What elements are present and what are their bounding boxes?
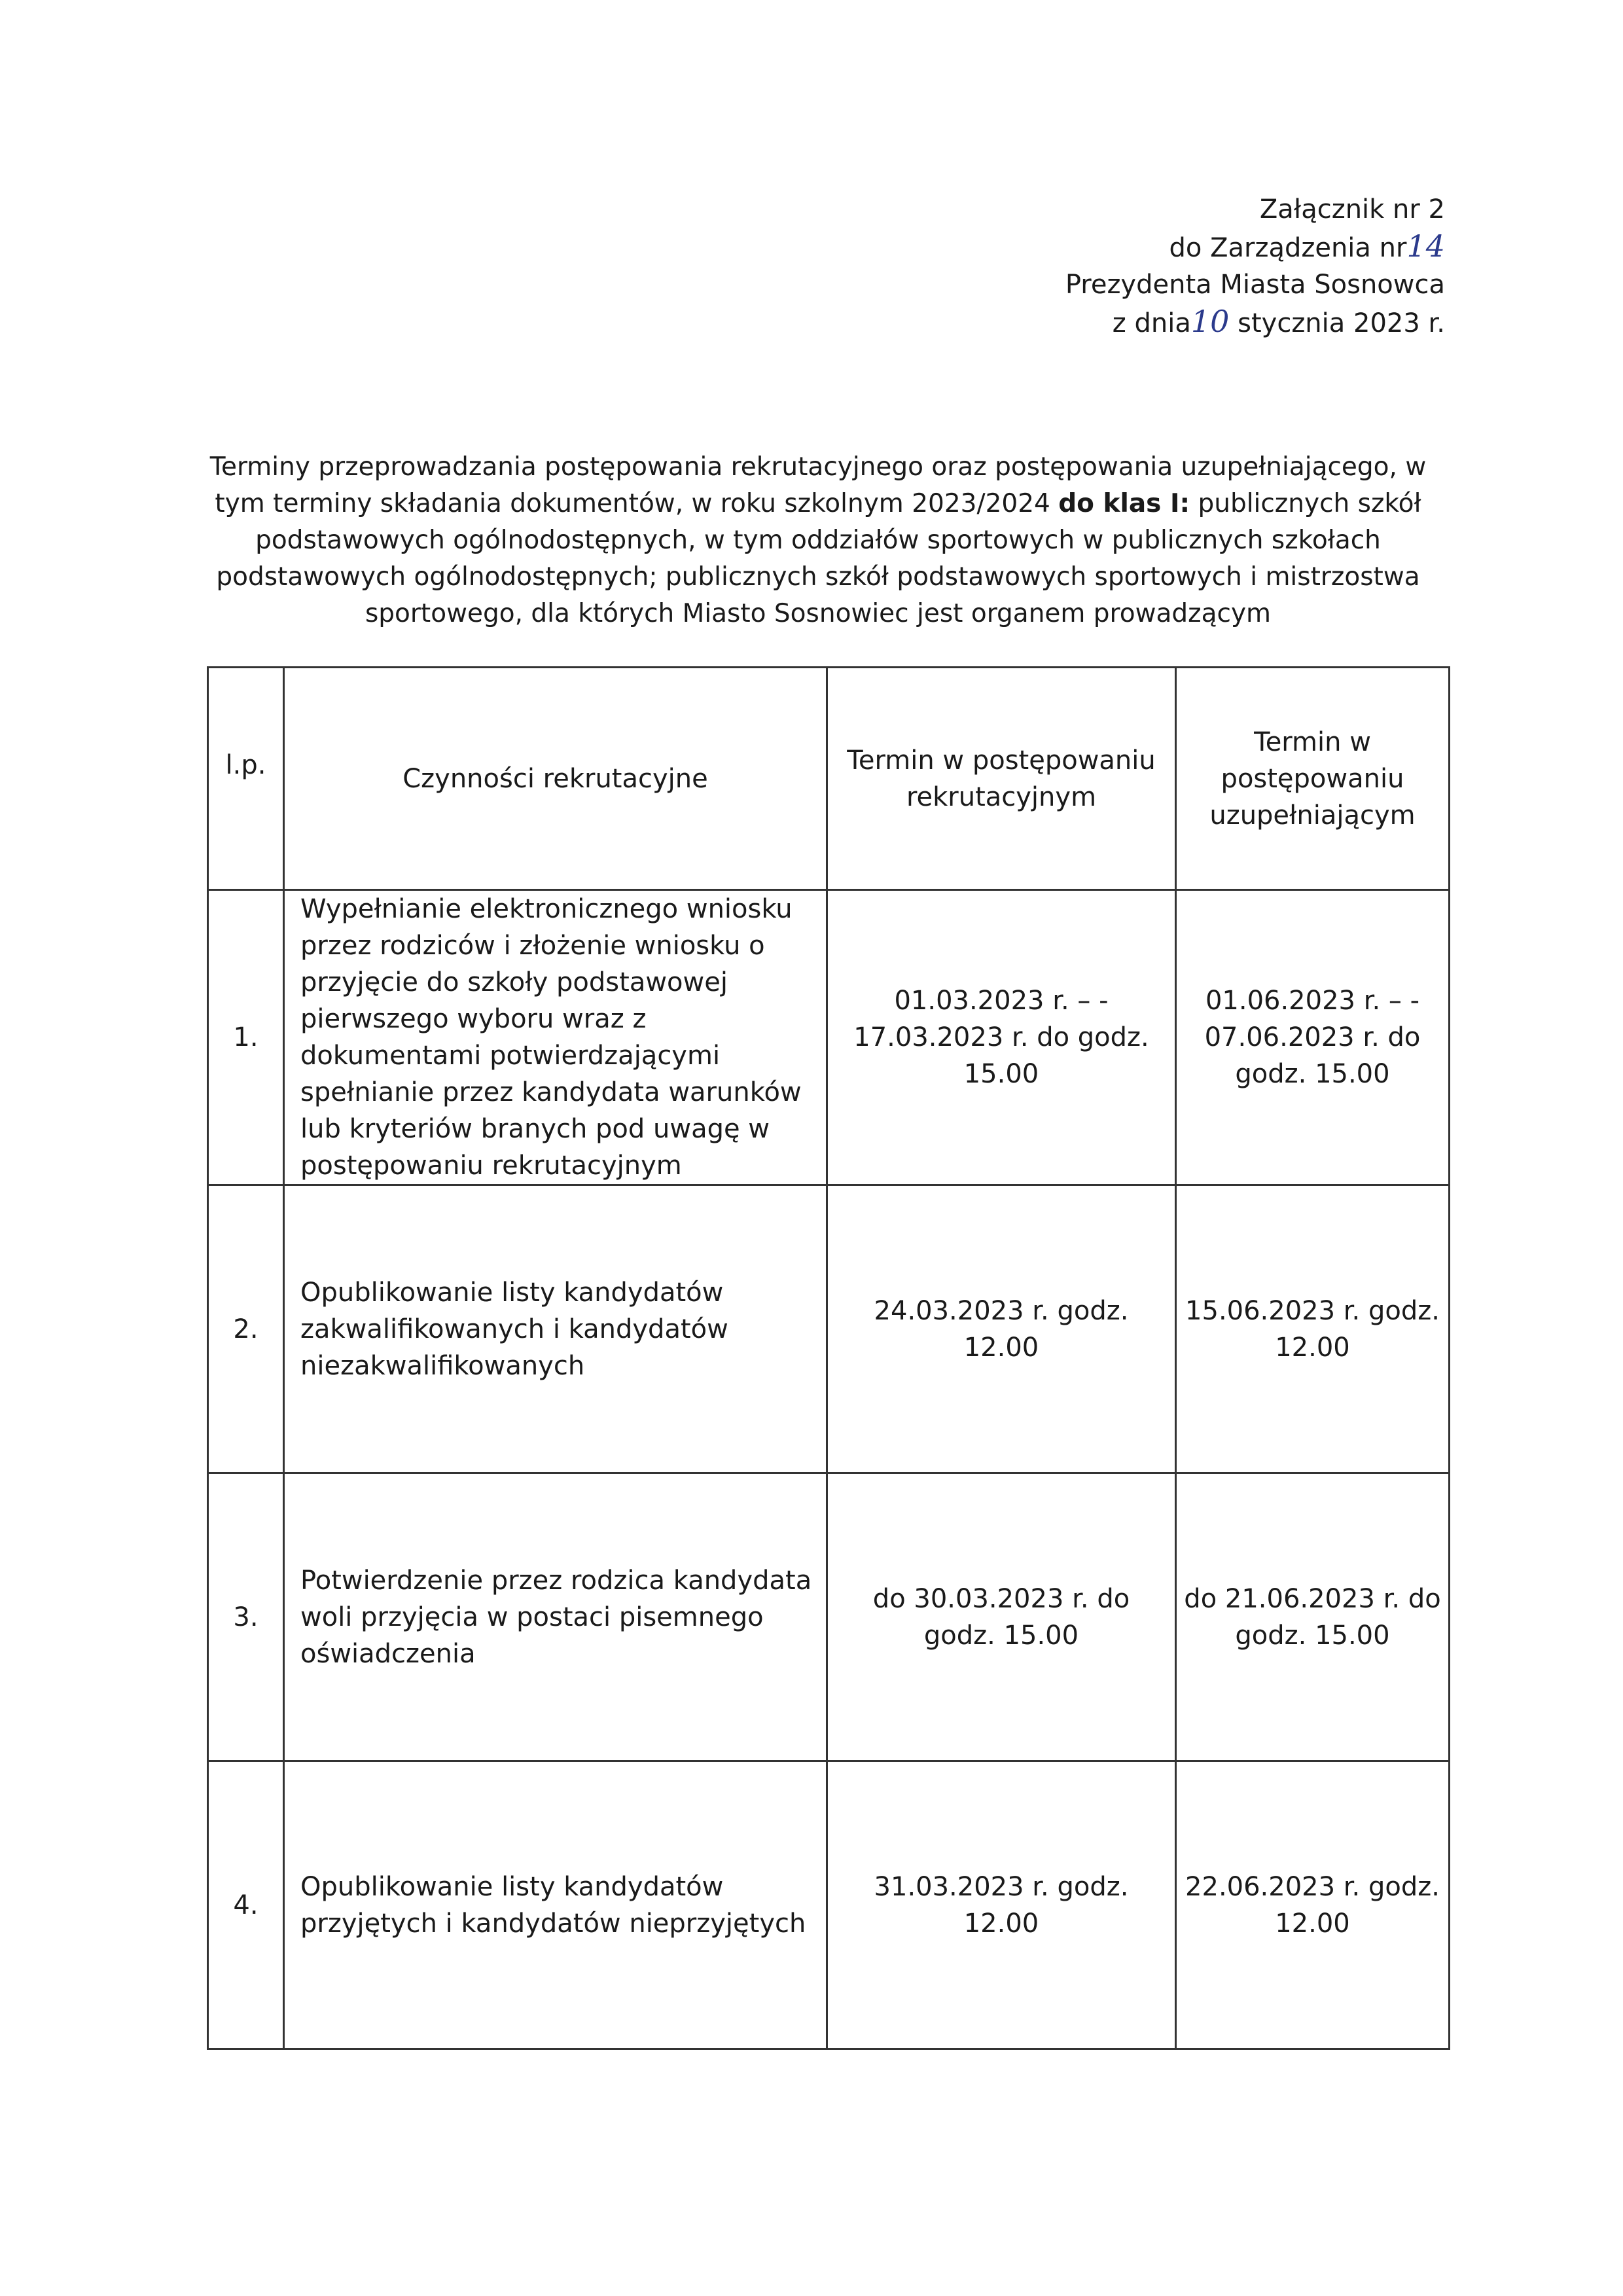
ordinance-number-line [1065,228,1445,266]
document-title [196,449,1440,632]
header-activities: Czynności rekrutacyjne [284,668,827,890]
ordinance-number-handwritten: 14 [1406,228,1445,264]
attachment-number: 2 [1428,194,1445,224]
header-term-recruitment: Termin w postępowaniu rekrutacyjnym [827,668,1176,890]
row-activity: Wypełnianie elektronicznego wniosku przez rodziców i złożenie wniosku o przyjęcie do szkoły podstawowej pierwszego wyboru wraz z dokumentami potwierdzającymi spełnianie przez kandydata warunków lub kryteriów branych pod uwagę w postępowaniu rekrutacyjnym [284,890,827,1185]
table-row [208,1185,1450,1473]
title-bold-part: do klas I: [1058,489,1190,518]
row-term-recruitment: 24.03.2023 r. godz. 12.00 [827,1185,1176,1473]
row-term-supplementary: 22.06.2023 r. godz. 12.00 [1176,1761,1450,2049]
date-day-handwritten: 10 [1190,304,1230,339]
title-part-2: publicznych szkół podstawowych ogólnodostępnych, w tym oddziałów sportowych w publicznych szkołach podstawowych ogólnodostępnych; publicznych szkół podstawowych sportowych i mistrzostwa sportowego, dla których Miasto Sosnowiec jest organem prowadzącym [216,489,1421,628]
table-row [208,1761,1450,2049]
table-row [208,890,1450,1185]
row-term-recruitment: 01.03.2023 r. – - 17.03.2023 r. do godz. 15.00 [827,890,1176,1185]
row-term-supplementary: 15.06.2023 r. godz. 12.00 [1176,1185,1450,1473]
row-term-recruitment: do 30.03.2023 r. do godz. 15.00 [827,1473,1176,1761]
attachment-number-line [1065,191,1445,228]
row-term-supplementary: do 21.06.2023 r. do godz. 15.00 [1176,1473,1450,1761]
attachment-header [1065,191,1445,342]
date-line [1065,303,1445,342]
date-prefix: z dnia [1112,308,1191,338]
row-activity: Potwierdzenie przez rodzica kandydata woli przyjęcia w postaci pisemnego oświadczenia [284,1473,827,1761]
table-row [208,1473,1450,1761]
row-activity: Opublikowanie listy kandydatów zakwalifikowanych i kandydatów niezakwalifikowanych [284,1185,827,1473]
row-term-recruitment: 31.03.2023 r. godz. 12.00 [827,1761,1176,2049]
attachment-label: Załącznik nr [1259,194,1420,224]
row-lp: 1. [208,890,284,1185]
schedule-table [207,666,1450,2050]
title-part-1: Terminy przeprowadzania postępowania rekrutacyjnego oraz postępowania uzupełniającego, w tym terminy składania dokumentów, w roku szkolnym 2023/2024 [209,452,1427,518]
row-term-supplementary: 01.06.2023 r. – - 07.06.2023 r. do godz. 15.00 [1176,890,1450,1185]
row-lp: 4. [208,1761,284,2049]
header-term-supplementary: Termin w postępowaniu uzupełniającym [1176,668,1450,890]
ordinance-label: do Zarządzenia nr [1169,233,1407,263]
header-lp: l.p. [208,668,284,890]
date-suffix: stycznia 2023 r. [1238,308,1445,338]
issuer-line: Prezydenta Miasta Sosnowca [1065,270,1445,300]
row-lp: 3. [208,1473,284,1761]
row-lp: 2. [208,1185,284,1473]
row-activity: Opublikowanie listy kandydatów przyjętych i kandydatów nieprzyjętych [284,1761,827,2049]
table-header-row [208,668,1450,890]
